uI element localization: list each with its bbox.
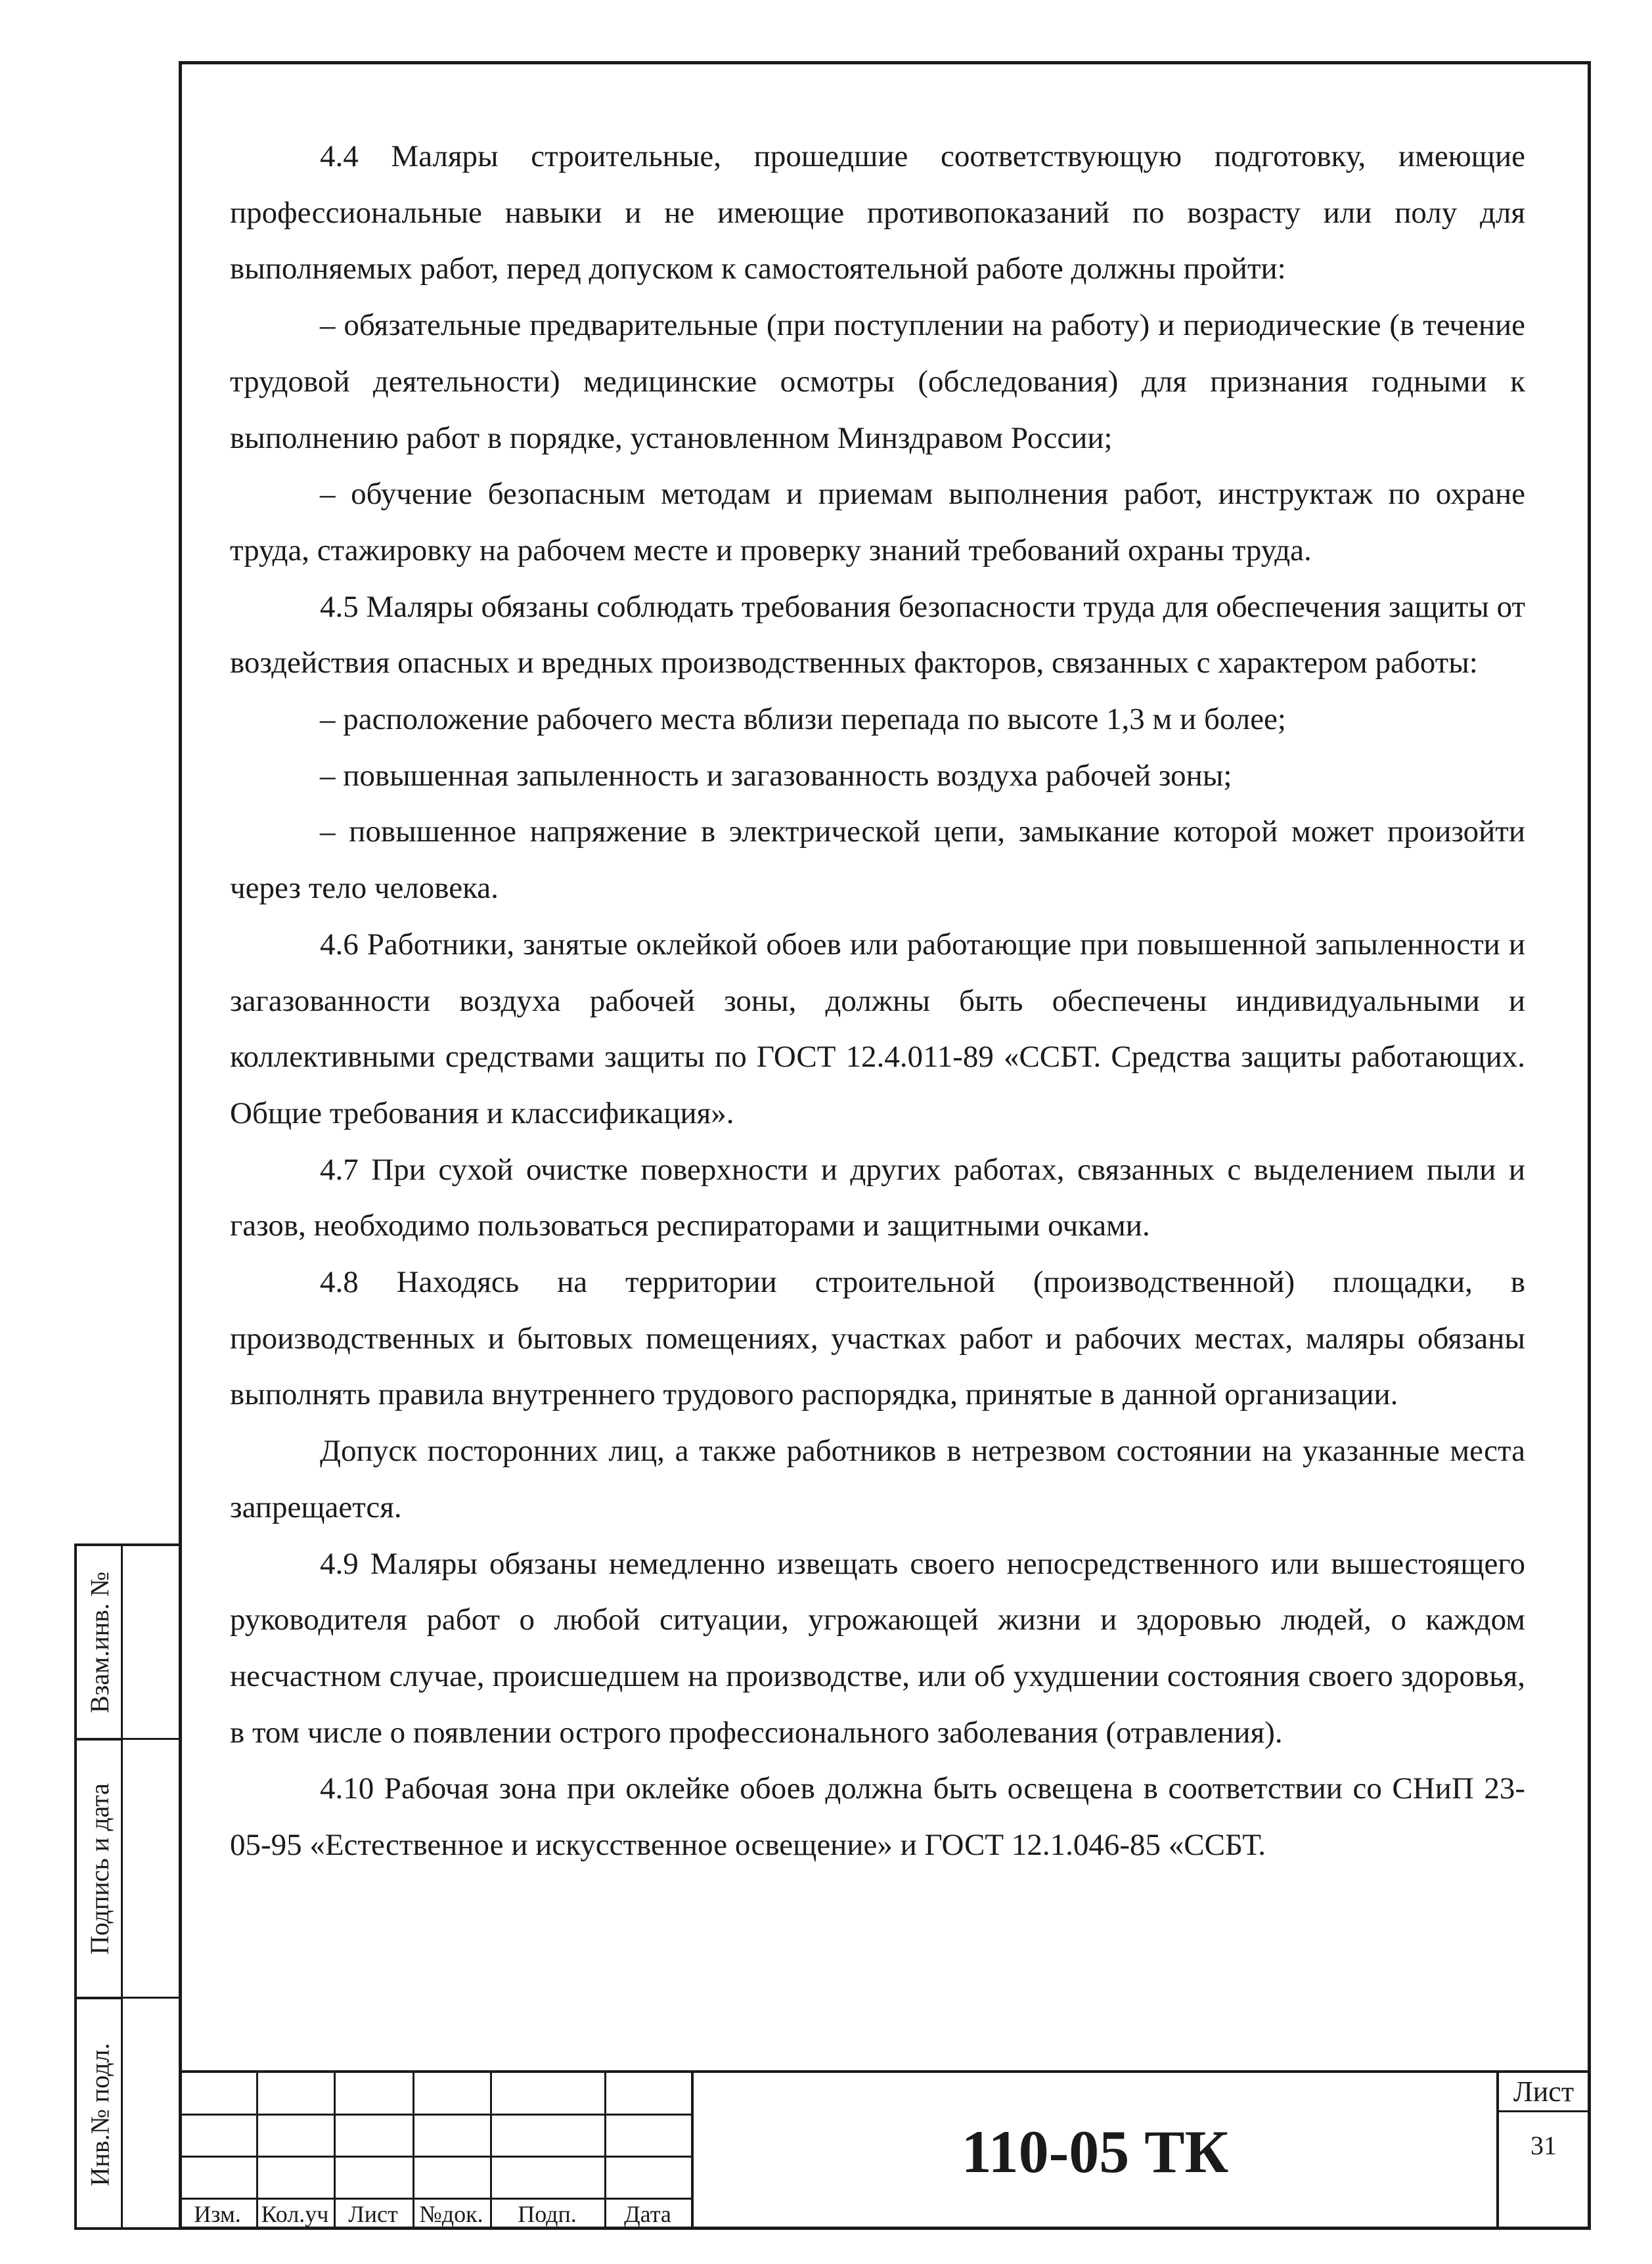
side-stamp bbox=[74, 1543, 179, 2230]
list-item-medical: – обязательные предварительные (при поступлении на работу) и периодические (в течение трудовой деятельности) медицинские осмотры (обследования) для признания годными к выполнению работ в порядке, установленном Минздравом России; bbox=[230, 308, 1525, 455]
inv-podl-label: Инв.№ подл. bbox=[85, 2043, 115, 2186]
paragraph-4-8: 4.8 Находясь на территории строительной (производственной) площадки, в производственных и бытовых помещениях, участках работ и рабочих местах, маляры обязаны выполнять правила внутреннего трудового распорядка, принятые в данной организации. bbox=[230, 1265, 1525, 1412]
label-list: Лист bbox=[348, 2201, 398, 2227]
label-data: Дата bbox=[624, 2201, 671, 2227]
revision-grid bbox=[179, 2073, 691, 2230]
side-stamp-labels bbox=[77, 1546, 123, 2227]
label-kol-uch: Кол.уч bbox=[261, 2201, 329, 2227]
side-divider bbox=[74, 1997, 179, 1999]
list-item-voltage: – повышенное напряжение в электрической цепи, замыкание которой может произойти через тело человека. bbox=[230, 814, 1525, 906]
paragraph-4-4: 4.4 Маляры строительные, прошедшие соответствующую подготовку, имеющие профессиональные навыки и не имеющие противопоказаний по возрасту или полу для выполняемых работ, перед допуском к самостоятельной работе должны пройти: bbox=[230, 139, 1525, 286]
inv-podl-cell bbox=[77, 1999, 123, 2230]
label-izm: Изм. bbox=[194, 2201, 241, 2227]
title-block bbox=[179, 2070, 1591, 2230]
podpis-cell bbox=[77, 1741, 123, 1999]
podpis-label: Подпись и дата bbox=[85, 1783, 115, 1955]
document-body bbox=[230, 129, 1525, 1874]
paragraph-admission: Допуск посторонних лиц, а также работников в нетрезвом состоянии на указанные места запрещается. bbox=[230, 1434, 1525, 1524]
list-item-height: – расположение рабочего места вблизи перепада по высоте 1,3 м и более; bbox=[320, 702, 1286, 737]
label-podp: Подп. bbox=[518, 2201, 577, 2227]
list-item-training: – обучение безопасным методам и приемам выполнения работ, инструктаж по охране труда, стажировку на рабочем месте и проверку знаний требований охраны труда. bbox=[230, 477, 1525, 567]
paragraph-4-10: 4.10 Рабочая зона при оклейке обоев должна быть освещена в соответствии со СНиП 23-05-95 «Естественное и искусственное освещение» и ГОСТ 12.1.046-85 «ССБТ. bbox=[230, 1771, 1525, 1863]
paragraph-4-5: 4.5 Маляры обязаны соблюдать требования безопасности труда для обеспечения защиты от воздействия опасных и вредных производственных факторов, связанных с характером работы: bbox=[230, 589, 1525, 680]
list-item-dust: – повышенная запыленность и загазованность воздуха рабочей зоны; bbox=[320, 758, 1232, 793]
document-code: 110-05 ТК bbox=[691, 2073, 1499, 2230]
paragraph-4-6: 4.6 Работники, занятые оклейкой обоев или работающие при повышенной запыленности и загазованности воздуха рабочей зоны, должны быть обеспечены индивидуальными и коллективными средствами защиты по ГОСТ 12.4.011-89 «ССБТ. Средства защиты работающих. Общие требования и классификация». bbox=[230, 927, 1525, 1130]
side-divider bbox=[74, 1738, 179, 1740]
grid-line bbox=[179, 2156, 691, 2158]
label-ndok: №док. bbox=[419, 2201, 483, 2227]
sheet-number: 31 bbox=[1530, 2130, 1557, 2160]
sheet-label: Лист bbox=[1499, 2073, 1588, 2112]
vzam-inv-cell bbox=[77, 1546, 123, 1741]
grid-line bbox=[179, 2114, 691, 2116]
vzam-inv-label: Взам.инв. № bbox=[85, 1571, 115, 1714]
sheet-box bbox=[1499, 2073, 1591, 2230]
paragraph-4-9: 4.9 Маляры обязаны немедленно извещать своего непосредственного или вышестоящего руководителя работ о любой ситуации, угрожающей жизни и здоровью людей, о каждом несчастном случае, происшедшем на производстве, или об ухудшении состояния своего здоровья, в том числе о появлении острого профессионального заболевания (отравления). bbox=[230, 1546, 1525, 1750]
paragraph-4-7: 4.7 При сухой очистке поверхности и других работах, связанных с выделением пыли и газов, необходимо пользоваться респираторами и защитными очками. bbox=[230, 1152, 1525, 1243]
